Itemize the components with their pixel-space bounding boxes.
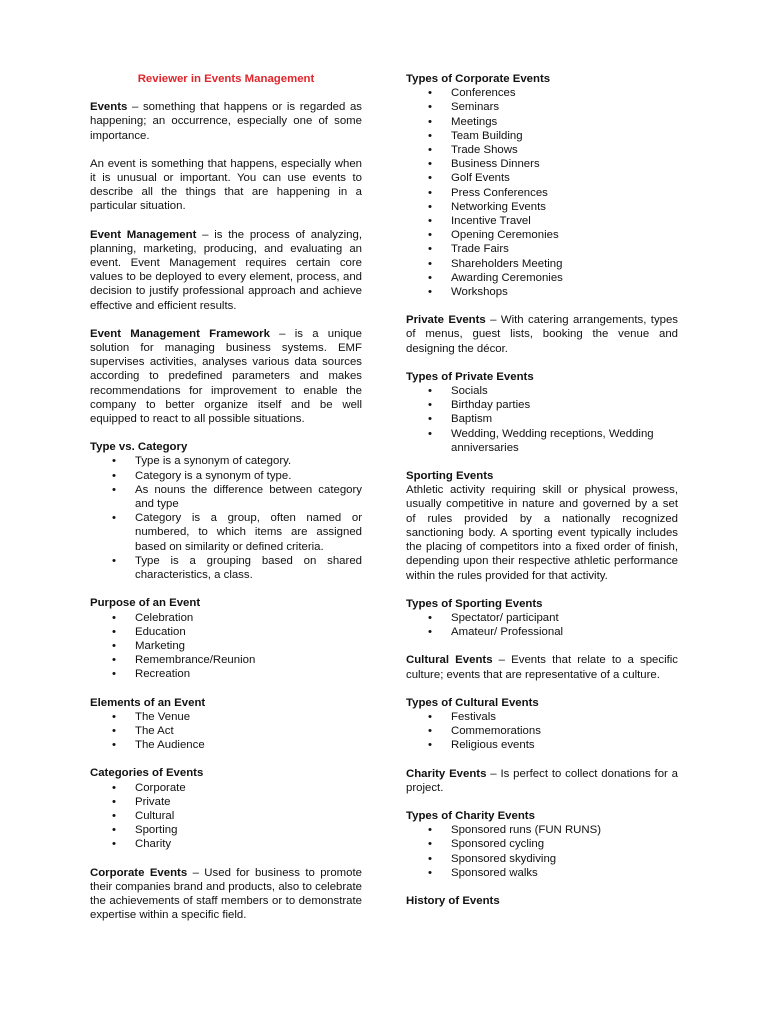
list-item: • Opening Ceremonies — [406, 228, 678, 242]
list-item: • Marketing — [90, 639, 362, 653]
events-text: – something that happens or is regarded as happening; an occurrence, especially one of some importance. — [90, 101, 362, 142]
list-item: • Workshops — [406, 285, 678, 299]
list-item: • Type is a synonym of category. — [90, 454, 362, 468]
history-heading: History of Events — [406, 894, 500, 907]
cultural-events-term: Cultural Events — [406, 654, 493, 667]
list-item: • Spectator/ participant — [406, 611, 678, 625]
categories-heading: Categories of Events — [90, 767, 204, 780]
elements-list — [90, 710, 362, 753]
private-types-section — [406, 370, 678, 455]
left-column — [90, 72, 362, 936]
list-item: • Cultural — [90, 809, 362, 823]
cultural-types-heading: Types of Cultural Events — [406, 696, 539, 709]
list-item: • Sponsored runs (FUN RUNS) — [406, 823, 678, 837]
event-management-definition — [90, 228, 362, 313]
list-item: • Recreation — [90, 667, 362, 681]
list-item: • Birthday parties — [406, 398, 678, 412]
charity-types-list — [406, 823, 678, 880]
list-item: • Shareholders Meeting — [406, 257, 678, 271]
list-item: • Private — [90, 795, 362, 809]
private-events-text: – With catering arrangements, types of menus, guest lists, booking the venue and designing the décor. — [406, 314, 679, 355]
emf-text: – is a unique solution for managing business systems. EMF supervises activities, analyses various data sources according to predefined parameters and makes recommendations for improvement to enable the company to better organize itself and be well equipped to react to all possible situations. — [90, 327, 363, 426]
list-item: • Wedding, Wedding receptions, Wedding anniversaries — [406, 427, 678, 455]
type-vs-category-heading: Type vs. Category — [90, 441, 188, 454]
elements-section — [90, 696, 362, 753]
list-item: • Amateur/ Professional — [406, 625, 678, 639]
sporting-types-section — [406, 597, 678, 640]
cultural-types-list — [406, 710, 678, 753]
list-item: • The Venue — [90, 710, 362, 724]
list-item: • Festivals — [406, 710, 678, 724]
private-types-heading: Types of Private Events — [406, 370, 534, 383]
categories-list — [90, 781, 362, 852]
cultural-events-text: – Events that relate to a specific culture; events that are representative of a culture. — [406, 654, 678, 681]
type-vs-category-section — [90, 440, 362, 582]
private-events-term: Private Events — [406, 314, 486, 327]
list-item: • Press Conferences — [406, 186, 678, 200]
list-item: • Religious events — [406, 738, 678, 752]
corporate-events-text: – Used for business to promote their companies brand and products, also to celebrate the achievements of staff members or to demonstrate expertise within a specific field. — [90, 866, 363, 922]
purpose-list — [90, 611, 362, 682]
corporate-types-list — [406, 86, 678, 299]
list-item: • Golf Events — [406, 171, 678, 185]
list-item: • Corporate — [90, 781, 362, 795]
corporate-types-section — [406, 72, 678, 299]
sporting-events-section — [406, 469, 678, 583]
cultural-types-section — [406, 696, 678, 753]
list-item: • Seminars — [406, 100, 678, 114]
sporting-events-heading: Sporting Events — [406, 470, 494, 483]
categories-section — [90, 766, 362, 851]
list-item: • Sponsored cycling — [406, 837, 678, 851]
list-item: • Category is a group, often named or numbered, to which items are assigned based on similarity or defined criteria. — [90, 511, 362, 554]
list-item: • As nouns the difference between category and type — [90, 483, 362, 511]
right-column — [406, 72, 678, 908]
purpose-heading: Purpose of an Event — [90, 597, 201, 610]
charity-types-section — [406, 809, 678, 880]
type-vs-category-list — [90, 454, 362, 582]
charity-types-heading: Types of Charity Events — [406, 809, 535, 822]
list-item: • Type is a grouping based on shared characteristics, a class. — [90, 554, 362, 582]
list-item: • Education — [90, 625, 362, 639]
emf-term: Event Management Framework — [90, 327, 270, 340]
list-item: • Trade Fairs — [406, 242, 678, 256]
events-definition — [90, 100, 362, 143]
sporting-events-text: Athletic activity requiring skill or physical prowess, usually competitive in nature and governed by a set of rules provided by a nationally recognized sanctioning body. A sporting event typically includes the placing of competitors into a fixed order of finish, depending upon their respective athletic performance within the rules provided for that activity. — [406, 484, 678, 582]
list-item: • Networking Events — [406, 200, 678, 214]
list-item: • The Audience — [90, 738, 362, 752]
list-item: • Trade Shows — [406, 143, 678, 157]
sporting-types-heading: Types of Sporting Events — [406, 597, 543, 610]
purpose-section — [90, 596, 362, 681]
event-paragraph: An event is something that happens, especially when it is unusual or important. You can use events to describe all the things that are happening in a particular situation. — [90, 157, 362, 213]
cultural-events-definition — [406, 653, 678, 681]
list-item: • Socials — [406, 384, 678, 398]
charity-events-text: – Is perfect to collect donations for a project. — [406, 767, 679, 794]
list-item: • Business Dinners — [406, 157, 678, 171]
corporate-events-definition — [90, 866, 362, 923]
list-item: • Conferences — [406, 86, 678, 100]
event-management-term: Event Management — [90, 228, 197, 241]
list-item: • Commemorations — [406, 724, 678, 738]
list-item: • Meetings — [406, 115, 678, 129]
list-item: • Remembrance/Reunion — [90, 653, 362, 667]
list-item: • Sponsored skydiving — [406, 852, 678, 866]
corporate-events-term: Corporate Events — [90, 866, 188, 879]
charity-events-definition — [406, 767, 678, 795]
event-management-text: – is the process of analyzing, planning, marketing, producing, and evaluating an event. Event Management requires certain core values to be deployed to every element, process, and decision to justify professional approach and achieve effective and efficient results. — [90, 228, 363, 312]
list-item: • Charity — [90, 837, 362, 851]
list-item: • Sporting — [90, 823, 362, 837]
emf-definition — [90, 327, 362, 426]
list-item: • Category is a synonym of type. — [90, 469, 362, 483]
list-item: • Sponsored walks — [406, 866, 678, 880]
private-events-definition — [406, 313, 678, 356]
list-item: • Team Building — [406, 129, 678, 143]
elements-heading: Elements of an Event — [90, 696, 206, 709]
sporting-types-list — [406, 611, 678, 639]
list-item: • The Act — [90, 724, 362, 738]
list-item: • Baptism — [406, 412, 678, 426]
list-item: • Awarding Ceremonies — [406, 271, 678, 285]
private-types-list — [406, 384, 678, 455]
list-item: • Celebration — [90, 611, 362, 625]
events-term: Events — [90, 101, 128, 114]
list-item: • Incentive Travel — [406, 214, 678, 228]
document-title: Reviewer in Events Management — [137, 73, 315, 85]
corporate-types-heading: Types of Corporate Events — [406, 73, 551, 85]
charity-events-term: Charity Events — [406, 767, 487, 780]
